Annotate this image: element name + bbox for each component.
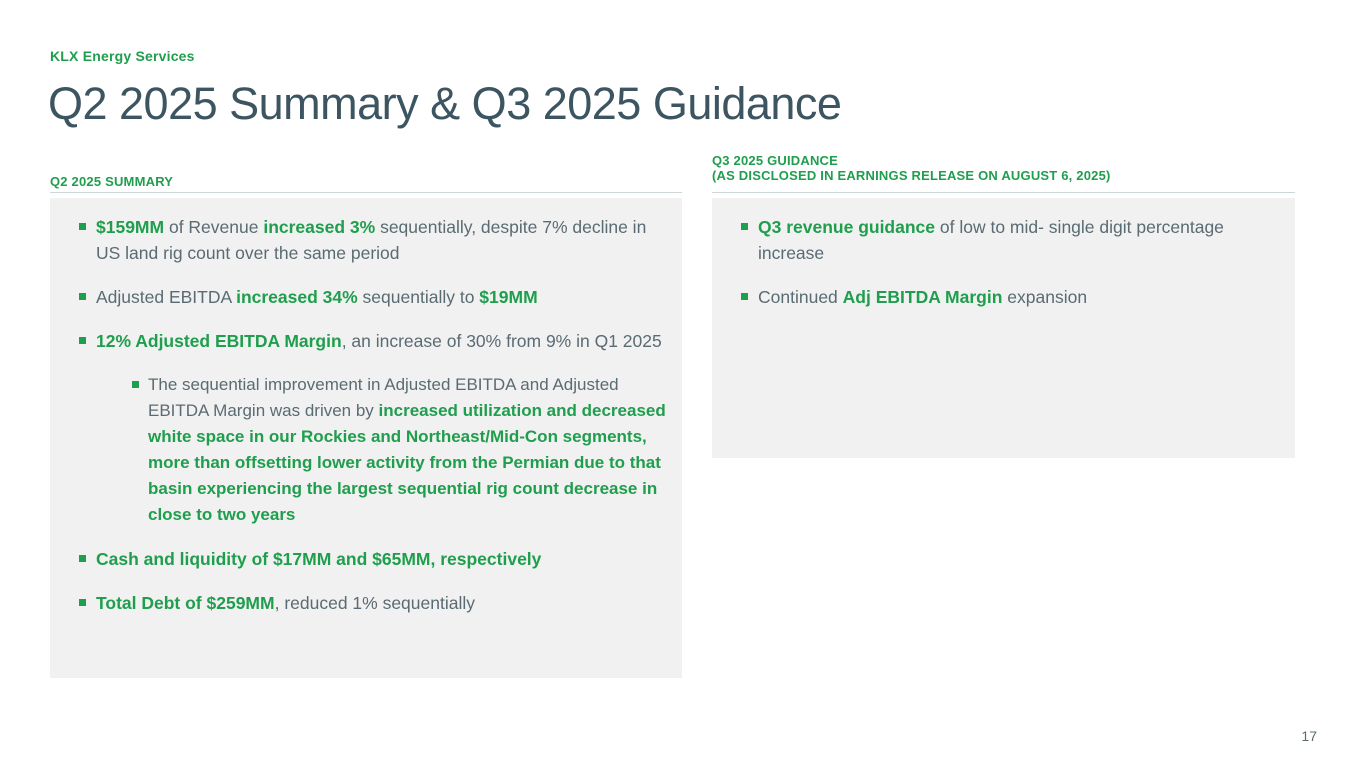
q2-summary-panel xyxy=(50,198,682,678)
right-column-heading-line2: (AS DISCLOSED IN EARNINGS RELEASE ON AUGUST 6, 2025) xyxy=(712,168,1111,183)
sub-bullet-list xyxy=(66,372,668,528)
square-bullet-icon xyxy=(79,599,86,606)
bullet-item xyxy=(728,284,1281,310)
square-bullet-icon xyxy=(79,337,86,344)
text-run: 12% Adjusted EBITDA Margin xyxy=(96,331,342,351)
q2-summary-list xyxy=(50,198,682,616)
bullet-item xyxy=(66,214,668,266)
square-bullet-icon xyxy=(741,223,748,230)
page-number: 17 xyxy=(1301,728,1317,744)
text-run: Adjusted EBITDA xyxy=(96,287,237,307)
text-run: sequentially, despite 7% decline in US land rig count over the same period xyxy=(96,217,647,263)
right-column-heading-line1: Q3 2025 GUIDANCE xyxy=(712,153,839,168)
square-bullet-icon xyxy=(79,555,86,562)
left-column-heading: Q2 2025 SUMMARY xyxy=(50,174,174,189)
text-run: , an increase of 30% from 9% in Q1 2025 xyxy=(341,331,662,351)
text-run: increased 3% xyxy=(263,217,376,237)
text-run: , reduced 1% sequentially xyxy=(274,593,475,613)
text-run: Q3 revenue guidance xyxy=(758,217,936,237)
text-run: increased 34% xyxy=(236,287,358,307)
bullet-item xyxy=(66,546,668,572)
text-run: $159MM xyxy=(96,217,165,237)
right-divider xyxy=(712,192,1295,193)
text-run: $19MM xyxy=(479,287,538,307)
square-bullet-icon xyxy=(79,223,86,230)
bullet-item xyxy=(66,590,668,616)
square-bullet-icon xyxy=(79,293,86,300)
bullet-item xyxy=(728,214,1281,266)
square-bullet-icon xyxy=(132,381,139,388)
text-run: Adj EBITDA Margin xyxy=(842,287,1003,307)
text-run: The sequential improvement in Adjusted EBITDA and Adjusted EBITDA Margin was driven by xyxy=(148,375,619,420)
left-divider xyxy=(50,192,682,193)
text-run: sequentially to xyxy=(357,287,480,307)
text-run: of Revenue xyxy=(164,217,264,237)
right-column-heading xyxy=(712,153,1111,183)
text-run: Continued xyxy=(758,287,843,307)
bullet-item xyxy=(66,328,668,354)
q3-guidance-panel xyxy=(712,198,1295,458)
q3-guidance-list xyxy=(712,198,1295,310)
text-run: Total Debt of $259MM xyxy=(96,593,275,613)
text-run: of low to mid- single digit percentage increase xyxy=(758,217,1224,263)
text-run: expansion xyxy=(1002,287,1088,307)
bullet-item xyxy=(66,284,668,310)
page-title: Q2 2025 Summary & Q3 2025 Guidance xyxy=(48,78,842,129)
text-run: Cash and liquidity of $17MM and $65MM, respectively xyxy=(96,549,542,569)
text-run: increased utilization and decreased white space in our Rockies and Northeast/Mid-Con segments, more than offsetting lower activity from the Permian due to that basin experiencing the largest sequential rig count decrease in close to two years xyxy=(148,401,666,524)
square-bullet-icon xyxy=(741,293,748,300)
sub-bullet-item xyxy=(116,372,668,528)
company-name: KLX Energy Services xyxy=(50,48,195,64)
